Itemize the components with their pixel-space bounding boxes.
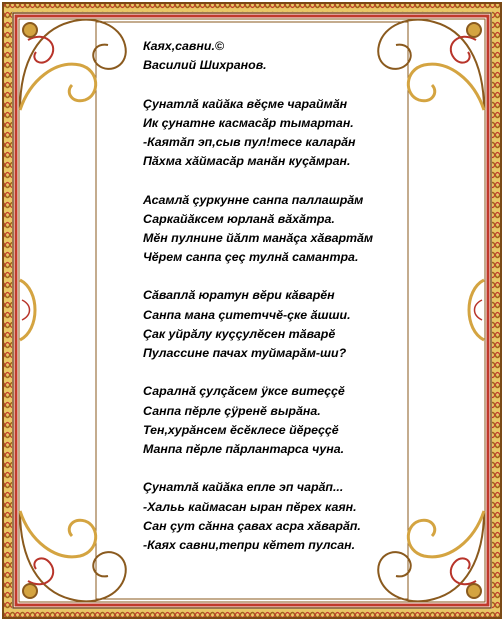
side-ornament-left xyxy=(20,280,35,340)
stanza xyxy=(143,286,463,363)
poem-text xyxy=(143,37,463,555)
poem-line: Çак уйрăлу куççулĕсен тăварĕ xyxy=(143,326,336,341)
poem-line: Сăваплă юратун вĕри кăварĕн xyxy=(143,288,335,303)
poem-line: Тен,хурăнсем ĕсĕклесе йĕреççĕ xyxy=(143,422,339,437)
corner-ornament-bottom-left xyxy=(20,511,126,601)
poem-line: Манпа пĕрле пăрлантарса чуна. xyxy=(143,441,345,456)
poem-line: Чĕрем санпа çеç тулнă самантра. xyxy=(143,250,359,265)
poem-line: Саркайăксем юрланă вăхăтра. xyxy=(143,211,335,226)
side-ornament-right xyxy=(469,280,484,340)
poem-author: Василий Шихранов. xyxy=(143,58,267,73)
poem-line: Пăхма хăймасăр манăн куçăмран. xyxy=(143,154,351,169)
poem-line: Саралнă çулçăсем ÿксе витеççĕ xyxy=(143,384,345,399)
poem-line: Асамлă çуркунне санпа паллашрăм xyxy=(143,192,364,207)
poem-line: -Хальь каймасан ыран пĕрех каян. xyxy=(143,499,357,514)
poem-line: Сан çут сăнна çавах асра хăварăп. xyxy=(143,518,361,533)
poem-line: Санпа мана çитетччĕ-çке ăшши. xyxy=(143,307,351,322)
poem-line: Санпа пĕрле çÿренĕ вырăна. xyxy=(143,403,321,418)
stanza xyxy=(143,478,463,555)
poem-line: Ик çунатне касмасăр тымартан. xyxy=(143,115,354,130)
poem-line: Мĕн пулнине йăлт манăça хăвартăм xyxy=(143,230,374,245)
poem-line: -Каях савни,тепри кĕтет пулсан. xyxy=(143,537,356,552)
poem-line: Пулассине пачах туймарăм-ши? xyxy=(143,346,347,360)
stanza xyxy=(143,95,463,172)
corner-ornament-top-left xyxy=(20,20,126,110)
poem-title: Каях,савни.© xyxy=(143,39,225,53)
stanza xyxy=(143,191,463,268)
poem-line: -Каятăп эп,сыв пул!тесе каларăн xyxy=(143,134,356,149)
poem-line: Çунатлă кайăка епле эп чарăп... xyxy=(143,480,344,495)
stanza xyxy=(143,382,463,459)
poem-line: Çунатлă кайăка вĕçме чараймăн xyxy=(143,96,348,111)
